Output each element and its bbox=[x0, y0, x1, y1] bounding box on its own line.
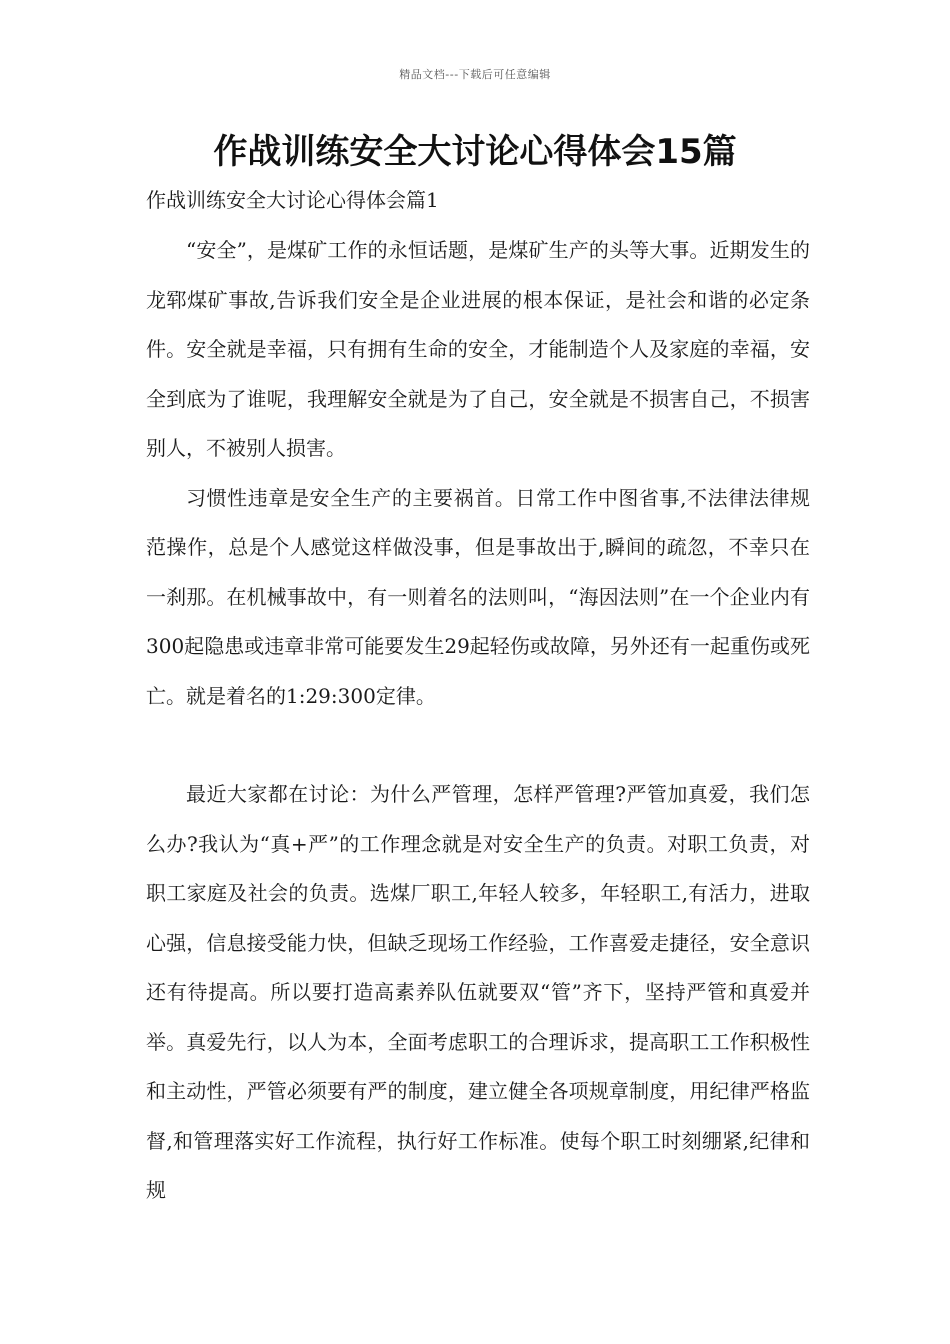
paragraph-2: 习惯性违章是安全生产的主要祸首。日常工作中图省事,不法律法律规范操作，总是个人感觉这样做没事，但是事故出于,瞬间的疏忽，不幸只在一刹那。在机械事故中，有一则着名的法则叫，“海因法则”在一个企业内有300起隐患或违章非常可能要发生29起轻伤或故障，另外还有一起重伤或死亡。就是着名的1:29:300定律。 bbox=[146, 485, 810, 708]
paragraph-3: 最近大家都在讨论：为什么严管理，怎样严管理?严管加真爱，我们怎么办?我认为“真+严”的工作理念就是对安全生产的负责。对职工负责，对职工家庭及社会的负责。选煤厂职工,年轻人较多，年轻职工,有活力，进取心强，信息接受能力快，但缺乏现场工作经验，工作喜爱走捷径，安全意识还有待提高。所以要打造高素养队伍就要双“管”齐下，坚持严管和真爱并举。真爱先行，以人为本，全面考虑职工的合理诉求，提高职工工作积极性和主动性，严管必须要有严的制度，建立健全各项规章制度，用纪律严格监督,和管理落实好工作流程，执行好工作标准。使每个职工时刻绷紧,纪律和规 bbox=[146, 782, 810, 1202]
document-body bbox=[146, 186, 810, 1216]
paragraph-1: “安全”，是煤矿工作的永恒话题，是煤矿生产的头等大事。近期发生的龙郓煤矿事故,告诉我们安全是企业进展的根本保证，是社会和谐的必定条件。安全就是幸福，只有拥有生命的安全，才能制造个人及家庭的幸福，安全到底为了谁呢，我理解安全就是为了自己，安全就是不损害自己，不损害别人，不被别人损害。 bbox=[146, 238, 810, 460]
document-title: 作战训练安全大讨论心得体会15篇 bbox=[213, 132, 737, 172]
section-heading: 作战训练安全大讨论心得体会篇1 bbox=[146, 188, 439, 212]
header-note: 精品文档---下载后可任意编辑 bbox=[399, 68, 551, 81]
paragraph-gap bbox=[146, 721, 810, 770]
